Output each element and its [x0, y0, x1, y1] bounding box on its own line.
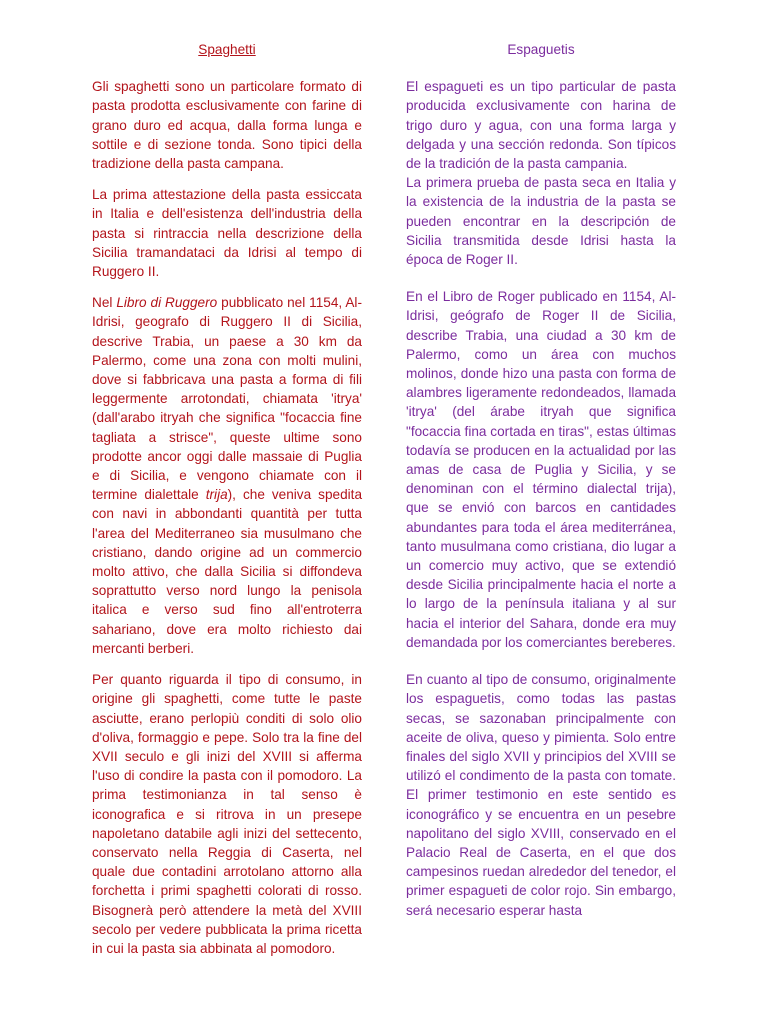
- italian-paragraph: [92, 293, 362, 658]
- spanish-paragraph: En el Libro de Roger publicado en 1154, Al-Idrisi, geógrafo de Roger II de Sicilia, describe Trabia, una ciudad a 30 km de Palermo, como un área con muchos molinos, donde hizo una pasta con forma de alambres ligeramente redondeados, llamada 'itrya' (del árabe itryah que significa "focaccia fina cortada en tiras", estas últimas todavía se producen en la actualidad por las amas de casa de Puglia y Sicilia, y se denominan con el término dialectal trija), que se envió con barcos en cantidades abundantes para toda el área mediterránea, tanto musulmana como cristiana, dio lugar a un comercio muy activo, que se extendió desde Sicilia principalmente hacia el norte a lo largo de la península italiana y al sur hacia el interior del Sahara, donde era muy demandada por los comerciantes bereberes.: [406, 289, 676, 650]
- spanish-paragraph: El espagueti es un tipo particular de pasta producida exclusivamente con harina de trigo duro y agua, con una forma larga y delgada y una sección redonda. Son típicos de la tradición de la pasta campania.: [406, 79, 676, 172]
- italian-title: Spaghetti: [198, 42, 256, 57]
- italian-text-run: ), che veniva spedita con navi in abbondanti quantità per tutta l'area del Mediterraneo sia musulmano che cristiano, dando origine ad un commercio molto attivo, che dalla Sicilia si diffondeva soprattutto verso nord lungo la penisola italica e verso sud fino all'entroterra sahariano, dove era molto richiesto dai mercanti berberi.: [92, 487, 363, 656]
- book-title: Libro di Ruggero: [116, 295, 218, 311]
- italian-text-run: pubblicato nel 1154, Al-Idrisi, geografo di Ruggero II di Sicilia, descrive Trabia, un paese a 30 km da Palermo, come una zona con molti mulini, dove si fabbricava una pasta a forma di fili leggermente arrotondati, chiamata 'itrya' (dall'arabo itryah che significa "focaccia fine tagliata a strisce", queste ultime sono prodotte ancor oggi dalle massaie di Puglia e di Sicilia, e vengono chiamate con il termine dialettale: [92, 295, 362, 503]
- dialect-term: trija: [205, 487, 228, 503]
- spanish-title: Espaguetis: [507, 42, 575, 57]
- spanish-paragraph: La primera prueba de pasta seca en Italia y la existencia de la industria de la pasta se pueden encontrar en la descripción de Sicilia transmitida desde Idrisi hasta la época de Roger II.: [406, 175, 676, 268]
- italian-column: [92, 40, 362, 970]
- spanish-column: [406, 40, 676, 932]
- italian-paragraph: Per quanto riguarda il tipo di consumo, in origine gli spaghetti, come tutte le paste asciutte, erano perlopiù conditi di solo olio d'oliva, formaggio e pepe. Solo tra la fine del XVII seculo e gli inizi del XVIII si afferma l'uso di condire la pasta con il pomodoro. La prima testimonianza in tal senso è iconografica e si ritrova in un presepe napoletano databile agli inizi del settecento, conservato nella Reggia di Caserta, nel quale due contadini arrotolano attorno alla forchetta i primi spaghetti colorati di rosso. Bisognerà però attendere la metà del XVIII secolo per vedere pubblicata la prima ricetta in cui la pasta sia abbinata al pomodoro.: [92, 672, 362, 956]
- italian-paragraph: Gli spaghetti sono un particolare formato di pasta prodotta esclusivamente con farine di grano duro ed acqua, dalla forma lunga e sottile e di sezione tonda. Sono tipici della tradizione della pasta campana.: [92, 79, 362, 172]
- italian-text-run: Nel: [92, 295, 117, 311]
- spanish-paragraph: En cuanto al tipo de consumo, originalmente los espaguetis, como todas las pastas secas, se sazonaban principalmente con aceite de oliva, queso y pimienta. Solo entre finales del siglo XVII y principios del XVIII se utilizó el condimento de la pasta con tomate. El primer testimonio en este sentido es iconográfico y se encuentra en un pesebre napolitano del siglo XVIII, conservado en el Palacio Real de Caserta, en el que dos campesinos ruedan alrededor del tenedor, el primer espagueti de color rojo. Sin embargo, será necesario esperar hasta: [406, 672, 676, 918]
- italian-paragraph: La prima attestazione della pasta essiccata in Italia e dell'esistenza dell'industria della pasta si rintraccia nella descrizione della Sicilia tramandataci da Idrisi al tempo di Ruggero II.: [92, 187, 362, 280]
